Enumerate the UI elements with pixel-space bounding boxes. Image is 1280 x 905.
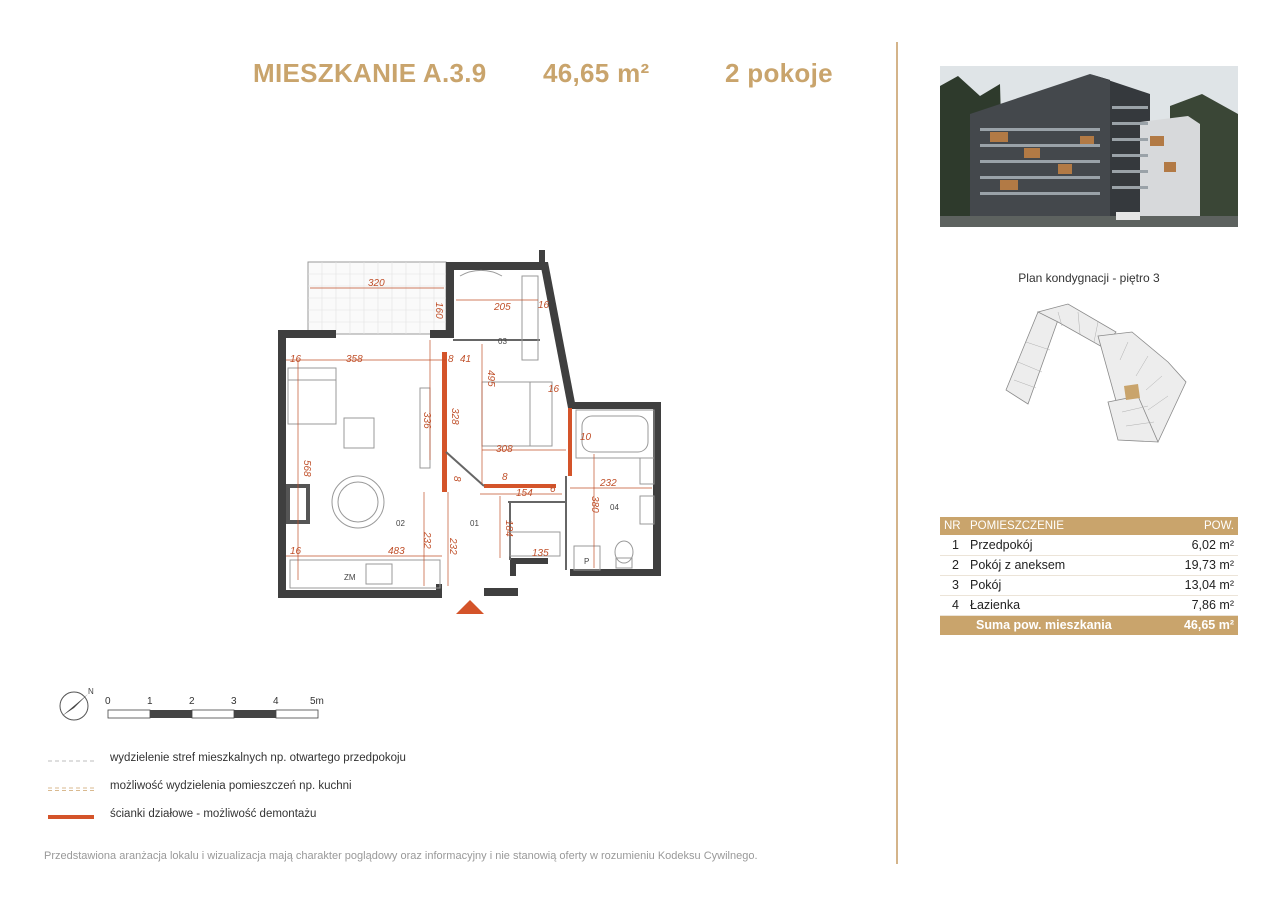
building-image — [940, 66, 1238, 227]
fixture-label: ZM — [344, 573, 356, 582]
dim-label: 380 — [589, 496, 600, 513]
dim-label: 8 — [502, 472, 508, 483]
dim-label: 41 — [460, 354, 472, 365]
room-number: 01 — [470, 519, 479, 528]
apartment-header — [0, 58, 900, 94]
dim-label: 308 — [496, 444, 513, 455]
legend-item — [48, 808, 568, 836]
scale-tick: 2 — [189, 696, 195, 707]
row-nr: 2 — [940, 555, 966, 575]
row-room: Przedpokój — [966, 535, 1162, 555]
legend-label: wydzielenie stref mieszkalnych np. otwartego przedpokoju — [110, 752, 406, 764]
legend — [48, 752, 568, 836]
dim-label: 232 — [447, 538, 458, 555]
building-visualization — [940, 66, 1238, 227]
balcony — [308, 262, 446, 334]
dim-label: 16 — [538, 300, 550, 311]
floor-plan-label: Plan kondygnacji - piętro 3 — [1018, 271, 1160, 285]
scale-tick: 5m — [310, 696, 324, 707]
floor-plan — [270, 240, 690, 620]
header-room: POMIESZCZENIE — [966, 517, 1162, 535]
dim-label: 568 — [301, 460, 312, 477]
room-number: 04 — [610, 503, 619, 512]
dim-label: 483 — [388, 546, 405, 557]
double-dashed-line-icon — [48, 787, 94, 791]
row-nr: 3 — [940, 575, 966, 595]
scale-labels — [105, 696, 324, 707]
north-label: N — [88, 687, 94, 696]
scale-tick: 1 — [147, 696, 153, 707]
table-row — [940, 535, 1238, 555]
dim-label: 205 — [494, 302, 511, 313]
row-room: Łazienka — [966, 595, 1162, 615]
solid-line-icon — [48, 815, 94, 819]
dim-label: 160 — [433, 302, 444, 319]
table-row — [940, 555, 1238, 575]
row-area: 6,02 m² — [1162, 535, 1238, 555]
table-row — [940, 575, 1238, 595]
dim-label: 320 — [368, 278, 385, 289]
header-area: POW. — [1162, 517, 1238, 535]
key-plan — [998, 292, 1188, 452]
floor-plan-drawing — [270, 240, 690, 620]
dim-label: 358 — [346, 354, 363, 365]
row-area: 19,73 m² — [1162, 555, 1238, 575]
dim-label: 8 — [451, 476, 462, 482]
table-header-row — [940, 517, 1238, 535]
row-area: 7,86 m² — [1162, 595, 1238, 615]
apartment-highlight — [1124, 384, 1140, 400]
row-nr: 4 — [940, 595, 966, 615]
sum-area: 46,65 m² — [1162, 615, 1238, 635]
dim-label: 336 — [421, 412, 432, 429]
dim-label: 16 — [290, 354, 302, 365]
scale-bar-drawing — [56, 686, 346, 730]
table-row — [940, 595, 1238, 615]
room-number: 02 — [396, 519, 405, 528]
sum-label: Suma pow. mieszkania — [940, 615, 1162, 635]
room-number: 03 — [498, 337, 507, 346]
scale-tick: 0 — [105, 696, 111, 707]
dim-label: 6 — [550, 484, 556, 495]
legend-item — [48, 780, 568, 808]
dim-label: 232 — [600, 478, 617, 489]
header-nr: NR — [940, 517, 966, 535]
legend-label: ścianki działowe - możliwość demontażu — [110, 808, 317, 820]
scale-segments — [108, 710, 318, 718]
dashed-line-icon — [48, 759, 94, 763]
fixture-label: P — [584, 557, 590, 566]
dim-label: 10 — [580, 432, 592, 443]
dim-label: 16 — [290, 546, 302, 557]
rooms-table — [940, 517, 1238, 635]
apartment-title: MIESZKANIE A.3.9 — [253, 58, 487, 88]
vertical-divider — [896, 42, 898, 864]
key-plan-drawing — [998, 292, 1188, 452]
dim-label: 16 — [548, 384, 560, 395]
north-arrow — [60, 687, 94, 720]
scale-tick: 4 — [273, 696, 279, 707]
disclaimer: Przedstawiona aranżacja lokalu i wizualizacja mają charakter poglądowy oraz informacyjny i nie stanowią oferty w rozumieniu Kodeksu Cywilnego. — [44, 850, 758, 862]
apartment-area: 46,65 m² — [543, 58, 650, 88]
dim-label: 328 — [449, 408, 460, 425]
dim-label: 8 — [448, 354, 454, 365]
legend-label: możliwość wydzielenia pomieszczeń np. kuchni — [110, 780, 352, 792]
row-room: Pokój z aneksem — [966, 555, 1162, 575]
scale-bar — [56, 686, 346, 730]
table-sum-row — [940, 615, 1238, 635]
scale-tick: 3 — [231, 696, 237, 707]
dim-label: 495 — [485, 370, 496, 387]
dim-label: 135 — [532, 548, 549, 559]
row-nr: 1 — [940, 535, 966, 555]
dim-label: 232 — [421, 532, 432, 549]
legend-item — [48, 752, 568, 780]
apartment-rooms: 2 pokoje — [725, 58, 833, 88]
entrance-marker — [456, 600, 484, 614]
dim-label: 154 — [516, 488, 533, 499]
row-room: Pokój — [966, 575, 1162, 595]
row-area: 13,04 m² — [1162, 575, 1238, 595]
dim-label: 184 — [503, 520, 514, 537]
